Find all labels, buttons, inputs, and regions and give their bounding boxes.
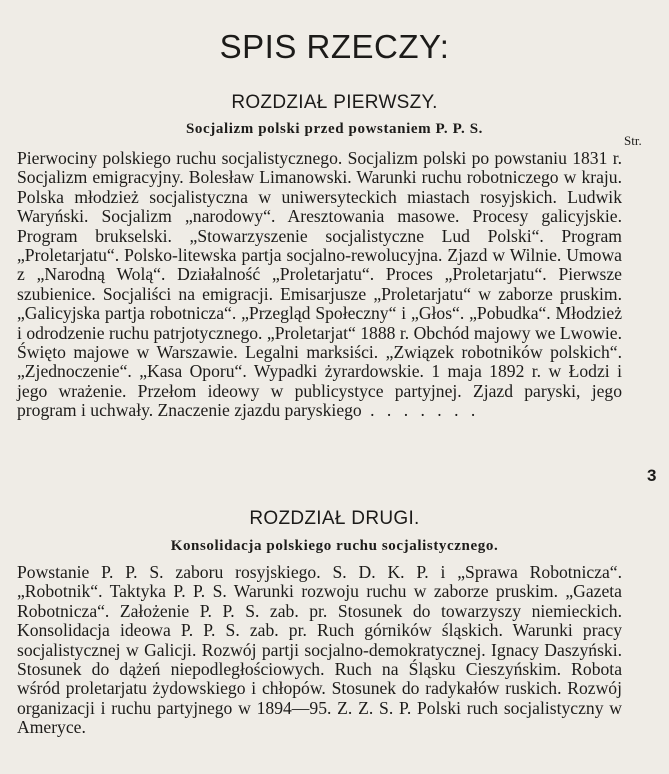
page-title: SPIS RZECZY:	[219, 28, 450, 65]
chapter-1-contents: Pierwociny polskiego ruchu socjalistycznego. Socjalizm polski po powstaniu 1831 r. Socjalizm emigracyjny. Bolesław Limanowski. Warunki ruchu robotniczego w kraju. Polska młodzież socjalistyczna w uniwersyteckich miastach rosyjskich. Ludwik Waryński. Socjalizm „narodowy“. Aresztowania masowe. Procesy galicyjskie. Program brukselski. „Stowarzyszenie socjalistyczne Lud Polski“. Program „Proletarjatu“. Polsko-litewska partja socjalno-rewolucyjna. Zjazd w Wilnie. Umowa z „Narodną Wolą“. Działalność „Proletarjatu“. Proces „Proletarjatu“. Pierwsze szubienice. Socjaliści na emigracji. Emisarjusze „Proletarjatu“ w zaborze pruskim. „Galicyjska partja robotnicza“. „Przegląd Społeczny“ i „Głos“. „Pobudka“. Młodzież i odrodzenie ruchu patrjotycznego. „Proletarjat“ 1888 r. Obchód majowy we Lwowie. Święto majowe w Warszawie. Legalni marksiści. „Związek robotników polskich“. „Zjednoczenie“. „Kasa Oporu“. Wypadki żyrardowskie. 1 maja 1892 r. w Łodzi i jego wrażenie. Przełom ideowy w publicystyce partyjnej. Zjazd paryski, jego program i uchwały. Znaczenie zjazdu paryskiego	[17, 148, 622, 421]
page-column-label: Str.	[624, 133, 642, 148]
chapter-1-leader-dots: . . . . . . .	[361, 400, 480, 421]
chapter-1-text	[17, 149, 622, 421]
chapter-1-heading: ROZDZIAŁ PIERWSZY.	[231, 92, 438, 113]
chapter-1-page-number: 3	[647, 466, 657, 485]
chapter-1-subtitle: Socjalizm polski przed powstaniem P. P. S.	[185, 121, 484, 137]
chapter-2-heading: ROZDZIAŁ DRUGI.	[249, 508, 420, 529]
chapter-2-text: Powstanie P. P. S. zaboru rosyjskiego. S. D. K. P. i „Sprawa Robotnicza“. „Robotnik“. Taktyka P. P. S. Warunki rozwoju ruchu w zaborze pruskim. „Gazeta Robotnicza“. Założenie P. P. S. zab. pr. Stosunek do towarzyszy niemieckich. Konsolidacja ideowa P. P. S. zab. pr. Ruch górników śląskich. Warunki pracy socjalistycznej w Galicji. Rozwój partji socjalno-demokratycznej. Ignacy Daszyński. Stosunek do dążeń niepodległościowych. Ruch na Śląsku Cieszyńskim. Robota wśród proletarjatu żydowskiego i chłopów. Stosunek do radykałów ruskich. Rozwój organizacji i ruchu partyjnego w 1894—95. Z. Z. S. P. Polski ruch socjalistyczny w Ameryce.	[17, 562, 622, 738]
chapter-2-subtitle: Konsolidacja polskiego ruchu socjalistycznego.	[170, 538, 499, 554]
